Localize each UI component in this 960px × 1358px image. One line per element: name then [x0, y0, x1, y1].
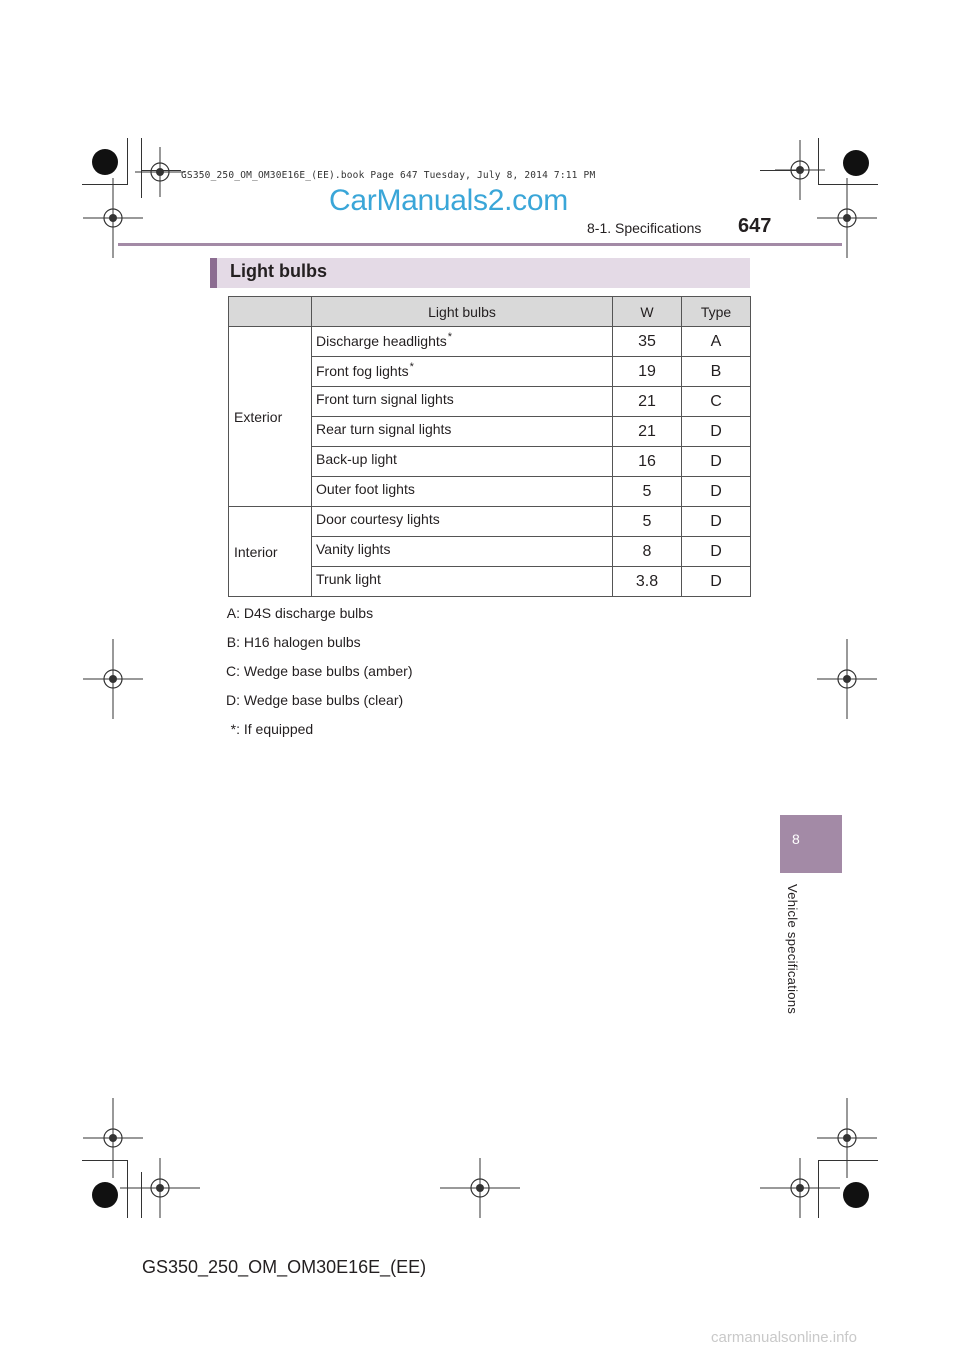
light-bulbs-table [228, 296, 751, 597]
watermark-bottom: carmanualsonline.info [711, 1329, 857, 1346]
registration-dot-icon [843, 150, 869, 176]
crosshair-icon [807, 178, 887, 258]
bulb-watt: 5 [613, 477, 682, 507]
crosshair-icon [440, 1148, 520, 1228]
crosshair-icon [73, 639, 153, 719]
group-exterior: Exterior [229, 327, 312, 507]
chapter-number: 8 [792, 831, 800, 847]
bulb-watt: 21 [613, 417, 682, 447]
chapter-label: Vehicle specifications [785, 884, 800, 1015]
bulb-watt: 16 [613, 447, 682, 477]
crosshair-icon [73, 178, 153, 258]
bulb-name: Discharge headlights* [312, 327, 613, 357]
equipped-mark: * [409, 361, 414, 373]
footer-doc-code: GS350_250_OM_OM30E16E_(EE) [142, 1257, 427, 1277]
bulb-type: B [682, 357, 751, 387]
bulb-type: D [682, 477, 751, 507]
bulb-watt: 5 [613, 507, 682, 537]
header-rule [118, 243, 842, 246]
bulb-name: Front fog lights* [312, 357, 613, 387]
watermark-top: CarManuals2.com [329, 184, 568, 217]
print-info: GS350_250_OM_OM30E16E_(EE).book Page 647 Tuesday, July 8, 2014 7:11 PM [181, 170, 596, 181]
bulb-name: Trunk light [312, 567, 613, 597]
bulb-type: D [682, 507, 751, 537]
bulb-name: Vanity lights [312, 537, 613, 567]
bulb-name: Rear turn signal lights [312, 417, 613, 447]
registration-dot-icon [92, 1182, 118, 1208]
section-heading [210, 258, 750, 288]
table-header-light-bulbs: Light bulbs [312, 297, 613, 327]
bulb-type: D [682, 567, 751, 597]
legend-item: C: Wedge base bulbs (amber) [226, 663, 413, 679]
bulb-type: C [682, 387, 751, 417]
registration-dot-icon [843, 1182, 869, 1208]
header-section: 8-1. Specifications [587, 220, 702, 236]
bulb-type: D [682, 537, 751, 567]
page-number: 647 [738, 215, 772, 237]
equipped-mark: * [447, 331, 453, 343]
legend-item: D: Wedge base bulbs (clear) [226, 692, 404, 708]
chapter-tab [780, 815, 842, 873]
bulb-watt: 8 [613, 537, 682, 567]
bulb-watt: 21 [613, 387, 682, 417]
table-header-type: Type [682, 297, 751, 327]
bulb-type: D [682, 447, 751, 477]
registration-dot-icon [92, 149, 118, 175]
bulb-name: Outer foot lights [312, 477, 613, 507]
table-header-w: W [613, 297, 682, 327]
crosshair-icon [120, 1148, 200, 1228]
table-header-group [229, 297, 312, 327]
bulb-type: A [682, 327, 751, 357]
bulb-name: Door courtesy lights [312, 507, 613, 537]
bulb-name: Back-up light [312, 447, 613, 477]
table-header-row [229, 297, 751, 327]
table-row [229, 507, 751, 537]
group-interior: Interior [229, 507, 312, 597]
bulb-watt: 3.8 [613, 567, 682, 597]
bulb-type: D [682, 417, 751, 447]
legend-item: B: H16 halogen bulbs [226, 634, 361, 650]
table-row [229, 327, 751, 357]
crosshair-icon [807, 639, 887, 719]
bulb-name: Front turn signal lights [312, 387, 613, 417]
bulb-watt: 19 [613, 357, 682, 387]
legend-item: *: If equipped [230, 721, 314, 737]
bulb-watt: 35 [613, 327, 682, 357]
legend-item: A: D4S discharge bulbs [226, 605, 374, 621]
section-title: Light bulbs [230, 261, 327, 281]
